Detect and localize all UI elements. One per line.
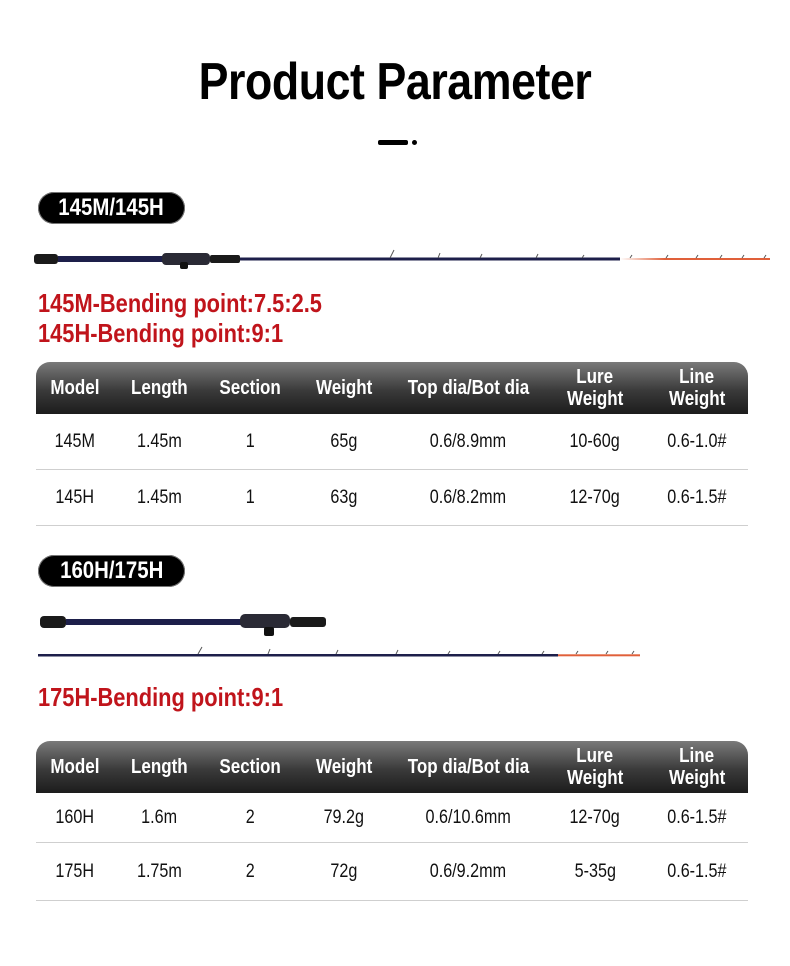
header-section: Section — [219, 756, 281, 778]
header-line-weight: Line Weight — [668, 745, 726, 789]
rod-image-160-175 — [36, 604, 646, 664]
cell-section: 2 — [245, 860, 255, 882]
section-label-160-175: 160H/175H — [38, 555, 185, 587]
header-line-weight: Line Weight — [668, 366, 726, 410]
cell-weight: 72g — [330, 860, 358, 882]
table-row — [36, 843, 748, 901]
cell-line-weight: 0.6-1.5# — [667, 860, 727, 882]
cell-model: 175H — [55, 860, 95, 882]
cell-dia: 0.6/8.9mm — [429, 430, 507, 452]
cell-model: 160H — [55, 806, 95, 828]
cell-lure-weight: 12-70g — [569, 486, 621, 508]
cell-dia: 0.6/10.6mm — [425, 806, 511, 828]
table-row — [36, 470, 748, 526]
cell-lure-weight: 5-35g — [574, 860, 616, 882]
cell-dia: 0.6/9.2mm — [429, 860, 507, 882]
cell-weight: 79.2g — [323, 806, 365, 828]
cell-length: 1.6m — [141, 806, 177, 828]
header-section: Section — [219, 377, 281, 399]
cell-section: 1 — [245, 430, 255, 452]
header-lure-weight: Lure Weight — [566, 745, 624, 789]
cell-model: 145H — [55, 486, 95, 508]
cell-line-weight: 0.6-1.5# — [667, 486, 727, 508]
spec-table-145 — [36, 362, 748, 526]
spec-table-160-175 — [36, 741, 748, 901]
cell-line-weight: 0.6-1.0# — [667, 430, 727, 452]
header-weight: Weight — [315, 756, 373, 778]
section-label-145: 145M/145H — [38, 192, 185, 224]
header-length: Length — [130, 377, 188, 399]
cell-weight: 63g — [330, 486, 358, 508]
header-weight: Weight — [315, 377, 373, 399]
title-underline — [378, 140, 408, 145]
bending-point-175h: 175H-Bending point:9:1 — [38, 682, 284, 712]
cell-length: 1.45m — [136, 486, 182, 508]
bending-point-145h: 145H-Bending point:9:1 — [38, 318, 284, 348]
page-title: Product Parameter — [198, 53, 592, 111]
header-model: Model — [50, 756, 100, 778]
title-dot — [412, 140, 417, 145]
cell-section: 2 — [245, 806, 255, 828]
bending-point-145m: 145M-Bending point:7.5:2.5 — [38, 288, 322, 318]
header-length: Length — [130, 756, 188, 778]
table-row — [36, 414, 748, 470]
cell-dia: 0.6/8.2mm — [429, 486, 507, 508]
cell-model: 145M — [54, 430, 96, 452]
cell-lure-weight: 12-70g — [569, 806, 621, 828]
header-lure-weight: Lure Weight — [566, 366, 624, 410]
header-top-bot-dia: Top dia/Bot dia — [407, 756, 529, 778]
cell-section: 1 — [245, 486, 255, 508]
table-header — [36, 362, 748, 414]
table-header — [36, 741, 748, 793]
cell-weight: 65g — [330, 430, 358, 452]
cell-length: 1.75m — [136, 860, 182, 882]
rod-image-145 — [30, 240, 775, 270]
table-row — [36, 793, 748, 843]
cell-length: 1.45m — [136, 430, 182, 452]
cell-lure-weight: 10-60g — [569, 430, 621, 452]
cell-line-weight: 0.6-1.5# — [667, 806, 727, 828]
header-model: Model — [50, 377, 100, 399]
header-top-bot-dia: Top dia/Bot dia — [407, 377, 529, 399]
